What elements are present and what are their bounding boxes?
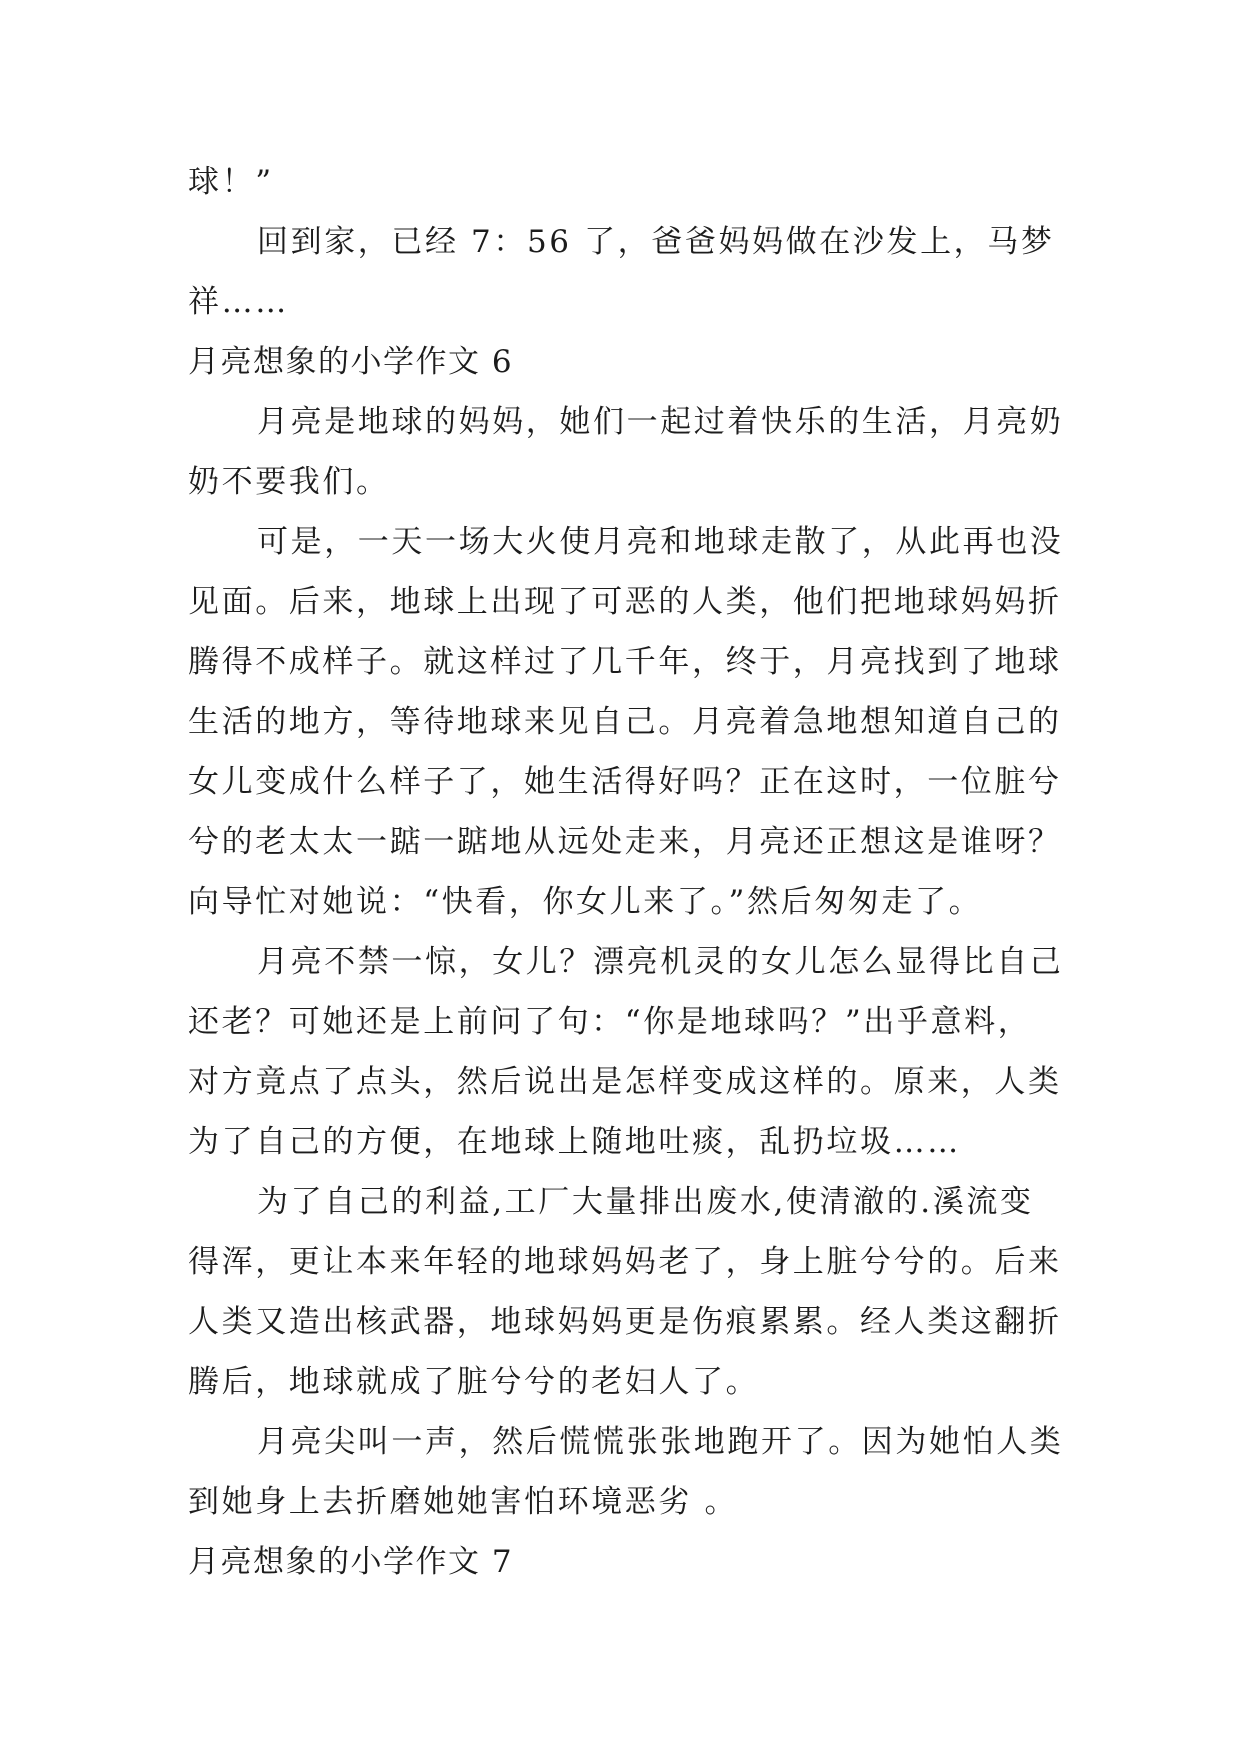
text-line: 腾得不成样子。就这样过了几千年，终于，月亮找到了地球	[188, 644, 1062, 680]
text-line: 回到家，已经 7：56 了，爸爸妈妈做在沙发上，马梦	[257, 224, 1055, 260]
text-line: 见面。后来，地球上出现了可恶的人类，他们把地球妈妈折	[188, 584, 1062, 620]
text-line: 人类又造出核武器，地球妈妈更是伤痕累累。经人类这翻折	[188, 1304, 1062, 1340]
text-line: 到她身上去折磨她她害怕环境恶劣 。	[188, 1484, 739, 1520]
text-line: 为了自己的利益,工厂大量排出废水,使清澈的.溪流变	[257, 1184, 1034, 1220]
text-line: 月亮是地球的妈妈，她们一起过着快乐的生活，月亮奶	[257, 404, 1064, 440]
text-line: 兮的老太太一踮一踮地从远处走来，月亮还正想这是谁呀？	[188, 824, 1062, 860]
text-line: 奶不要我们。	[188, 464, 390, 500]
section-heading: 月亮想象的小学作文 7	[188, 1544, 514, 1580]
text-line: 祥……	[188, 284, 289, 320]
section-heading: 月亮想象的小学作文 6	[188, 344, 514, 380]
text-line: 得浑，更让本来年轻的地球妈妈老了，身上脏兮兮的。后来	[188, 1244, 1062, 1280]
text-line: 还老？可她还是上前问了句：“你是地球吗？”出乎意料，	[188, 1004, 1032, 1040]
text-line: 月亮不禁一惊，女儿？漂亮机灵的女儿怎么显得比自己	[257, 944, 1064, 980]
text-line: 对方竟点了点头，然后说出是怎样变成这样的。原来，人类	[188, 1064, 1062, 1100]
text-line: 可是，一天一场大火使月亮和地球走散了，从此再也没	[257, 524, 1064, 560]
text-line: 球！”	[188, 164, 274, 200]
text-line: 女儿变成什么样子了，她生活得好吗？正在这时，一位脏兮	[188, 764, 1062, 800]
text-line: 向导忙对她说：“快看，你女儿来了。”然后匆匆走了。	[188, 884, 983, 920]
text-line: 生活的地方，等待地球来见自己。月亮着急地想知道自己的	[188, 704, 1062, 740]
text-line: 月亮尖叫一声，然后慌慌张张地跑开了。因为她怕人类	[257, 1424, 1064, 1460]
document-body	[188, 152, 1064, 1592]
text-line: 腾后，地球就成了脏兮兮的老妇人了。	[188, 1364, 760, 1400]
text-line: 为了自己的方便，在地球上随地吐痰，乱扔垃圾……	[188, 1124, 961, 1160]
